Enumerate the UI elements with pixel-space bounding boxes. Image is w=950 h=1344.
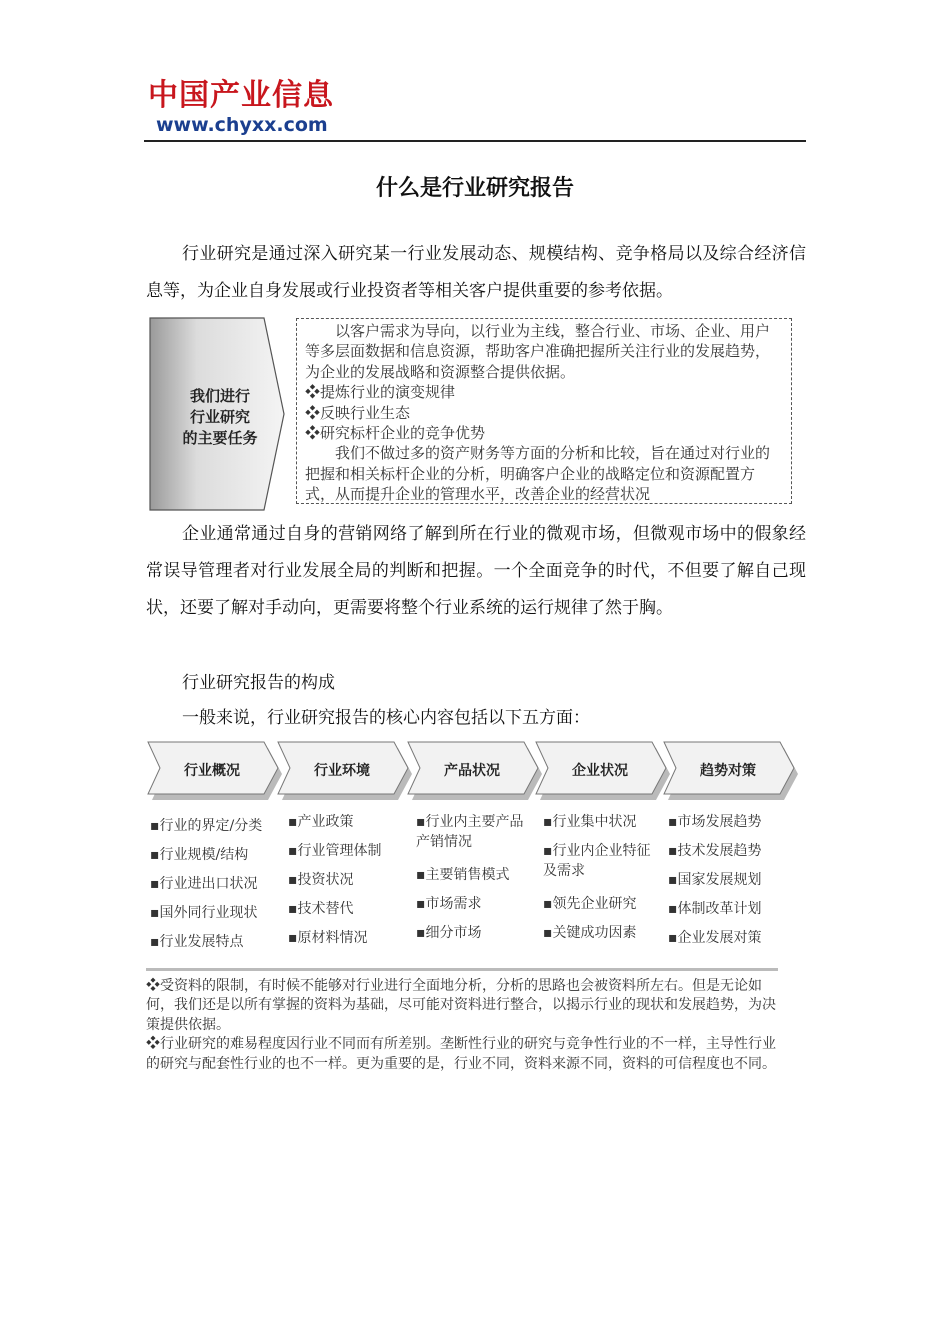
list-item: ▪原材料情况 bbox=[288, 930, 368, 946]
list-item: ▪国家发展规划 bbox=[668, 872, 762, 888]
list-item: ▪行业的界定/分类 bbox=[150, 818, 263, 834]
task-bullet: ❖提炼行业的演变规律 bbox=[305, 383, 456, 402]
list-item: ▪国外同行业现状 bbox=[150, 905, 258, 921]
column-items bbox=[288, 808, 382, 953]
list-item: ▪企业发展对策 bbox=[668, 930, 762, 946]
page-title: 什么是行业研究报告 bbox=[375, 176, 574, 201]
logo[interactable] bbox=[146, 78, 356, 140]
list-item: ▪技术替代 bbox=[288, 901, 354, 917]
column-items bbox=[668, 808, 762, 953]
list-item: ▪产业政策 bbox=[288, 814, 354, 830]
task-lead: 以客户需求为导向，以行业为主线，整合行业、市场、企业、用户等多层面数据和信息资源，帮助客户准确把握所关注行业的发展趋势，为企业的发展战略和资源整合提供依据。 bbox=[305, 322, 771, 381]
note-paragraph: ❖行业研究的难易程度因行业不同而有所差别。垄断性行业的研究与竞争性行业的不一样，主导性行业的研究与配套性行业的也不一样。更为重要的是，行业不同，资料来源不同，资料的可信程度也不同。 bbox=[146, 1036, 776, 1072]
column-header: 产品状况 bbox=[444, 763, 500, 779]
list-item: ▪市场需求 bbox=[416, 896, 482, 912]
task-tail: 我们不做过多的资产财务等方面的分析和比较，旨在通过对行业的把握和相关标杆企业的分析，明确客户企业的战略定位和资源配置方式，从而提升企业的管理水平，改善企业的经营状况 bbox=[305, 444, 771, 504]
list-item: ▪行业规模/结构 bbox=[150, 847, 249, 863]
notes-block bbox=[146, 968, 778, 1074]
column-header: 行业概况 bbox=[184, 763, 240, 779]
task-label-line: 的主要任务 bbox=[182, 429, 258, 447]
task-bullet: ❖反映行业生态 bbox=[305, 403, 411, 422]
task-label-line: 我们进行 bbox=[189, 387, 250, 405]
list-item: ▪行业管理体制 bbox=[288, 843, 382, 859]
list-item: ▪行业内主要产品产销情况 bbox=[416, 814, 524, 850]
list-item: ▪行业进出口状况 bbox=[150, 876, 258, 892]
task-label bbox=[164, 386, 276, 449]
logo-name: 中国产业信息 bbox=[148, 78, 334, 113]
list-item: ▪领先企业研究 bbox=[543, 896, 637, 912]
column-header: 趋势对策 bbox=[700, 763, 756, 779]
intro-paragraph: 行业研究是通过深入研究某一行业发展动态、规模结构、竞争格局以及综合经济信息等，为企业自身发展或行业投资者等相关客户提供重要的参考依据。 bbox=[146, 244, 806, 301]
list-item: ▪投资状况 bbox=[288, 872, 354, 888]
column-items bbox=[416, 808, 524, 948]
list-item: ▪主要销售模式 bbox=[416, 867, 510, 883]
column-header: 企业状况 bbox=[572, 763, 628, 779]
report-structure-diagram bbox=[146, 740, 806, 955]
note-paragraph: ❖受资料的限制，有时候不能够对行业进行全面地分析，分析的思路也会被资料所左右。但是无论如何，我们还是以所有掌握的资料为基础，尽可能对资料进行整合，以揭示行业的现状和发展趋势，为决策提供依据。 bbox=[146, 978, 776, 1033]
column-header: 行业环境 bbox=[314, 763, 370, 779]
market-paragraph: 企业通常通过自身的营销网络了解到所在行业的微观市场，但微观市场中的假象经常误导管理者对行业发展全局的判断和把握。一个全面竞争的时代，不但要了解自己现状，还要了解对手动向，更需要将整个行业系统的运行规律了然于胸。 bbox=[146, 524, 806, 618]
list-item: ▪市场发展趋势 bbox=[668, 814, 762, 830]
column-items bbox=[150, 812, 262, 957]
list-item: ▪体制改革计划 bbox=[668, 901, 762, 917]
logo-url[interactable]: www.chyxx.com bbox=[156, 114, 328, 136]
list-item: ▪行业内企业特征及需求 bbox=[543, 843, 651, 879]
section-lead: 一般来说，行业研究报告的核心内容包括以下五方面： bbox=[182, 708, 590, 728]
section-heading: 行业研究报告的构成 bbox=[182, 673, 335, 693]
list-item: ▪行业发展特点 bbox=[150, 934, 244, 950]
task-label-line: 行业研究 bbox=[189, 408, 250, 426]
list-item: ▪关键成功因素 bbox=[543, 925, 637, 941]
task-bullet: ❖研究标杆企业的竞争优势 bbox=[305, 424, 486, 443]
list-item: ▪技术发展趋势 bbox=[668, 843, 762, 859]
header-rule bbox=[144, 140, 806, 142]
column-items bbox=[543, 808, 651, 948]
task-description-box bbox=[296, 318, 792, 504]
list-item: ▪行业集中状况 bbox=[543, 814, 637, 830]
list-item: ▪细分市场 bbox=[416, 925, 482, 941]
task-diagram bbox=[148, 316, 808, 512]
